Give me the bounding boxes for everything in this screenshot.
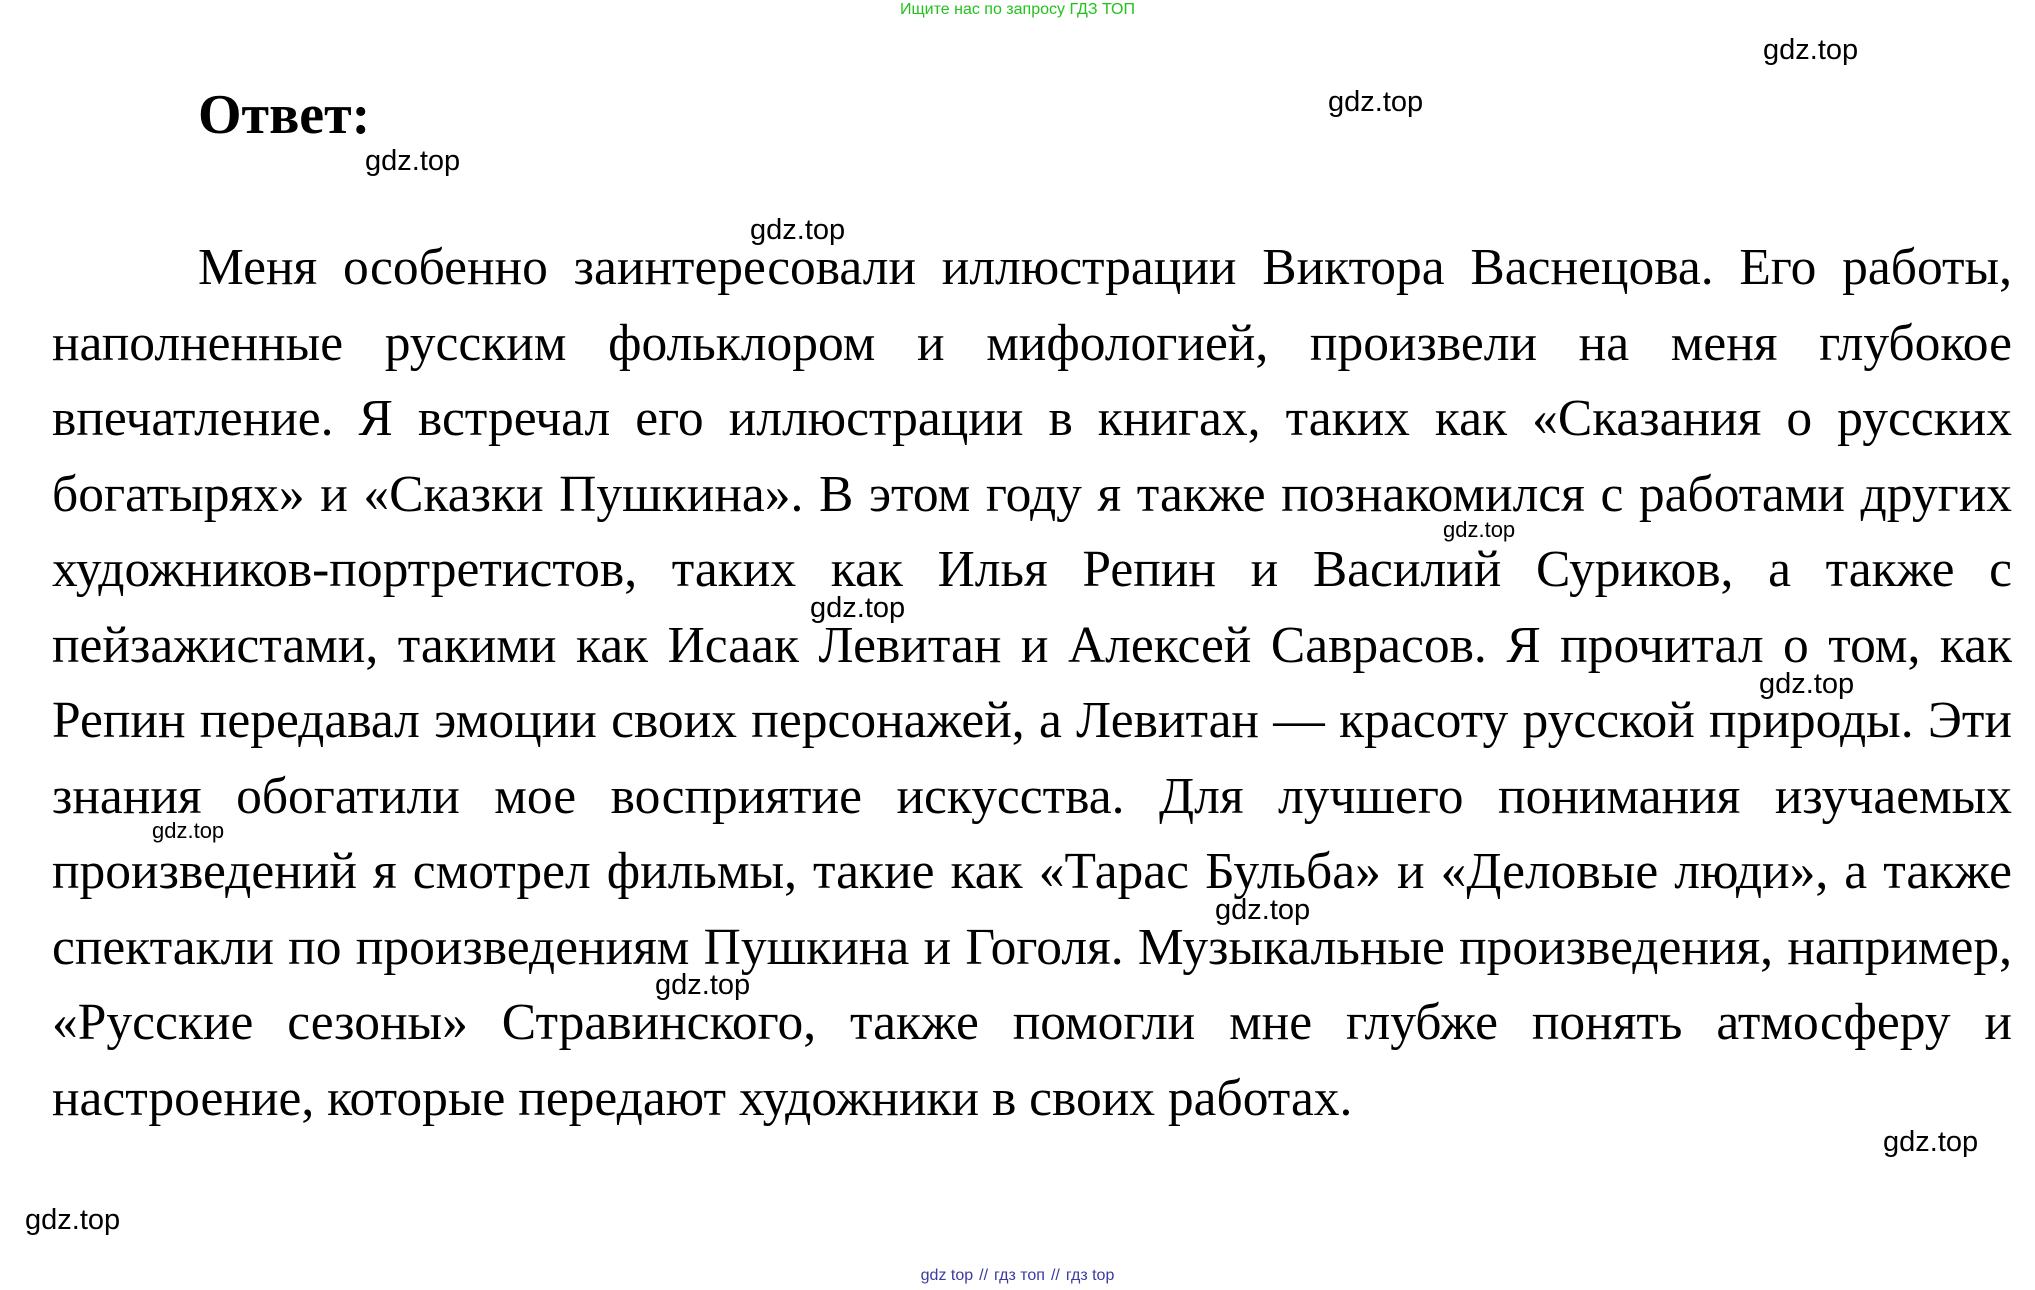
footer-links	[0, 1267, 2035, 1285]
watermark: gdz.top	[1215, 894, 1311, 926]
answer-text: Меня особенно заинтересовали иллюстрации Виктора Васнецова. Его работы, наполненные русским фольклором и мифологией, произвели на меня глубокое впечатление. Я встречал его иллюстрации в книгах, таких как «Сказания о русских богатырях» и «Сказки Пушкина». В этом году я также познакомился с работами других художников-портретистов, таких как Илья Репин и Василий Суриков, а также с пейзажистами, такими как Исаак Левитан и Алексей Саврасов. Я прочитал о том, как Репин передавал эмоции своих персонажей, а Левитан — красоту русской природы. Эти знания обогатили мое восприятие искусства. Для лучшего понимания изучаемых произведений я смотрел фильмы, такие как «Тарас Бульба» и «Деловые люди», а также спектакли по произведениям Пушкина и Гоголя. Музыкальные произведения, например, «Русские сезоны» Стравинского, также помогли мне глубже понять атмосферу и настроение, которые передают художники в своих работах.	[52, 239, 2012, 1127]
watermark: gdz.top	[810, 592, 906, 624]
watermark: gdz.top	[1328, 86, 1424, 118]
footer-item: гдз top	[1065, 1267, 1115, 1284]
footer-item: gdz top	[920, 1267, 974, 1284]
footer-separator: //	[1050, 1267, 1060, 1284]
footer-separator: //	[979, 1267, 989, 1284]
watermark: gdz.top	[152, 818, 225, 843]
top-banner: Ищите нас по запросу ГДЗ ТОП	[900, 1, 1135, 18]
watermark: gdz.top	[1759, 668, 1855, 700]
watermark: gdz.top	[1763, 34, 1859, 66]
answer-heading: Ответ:	[198, 84, 371, 146]
footer-item: гдз топ	[994, 1267, 1045, 1284]
watermark: gdz.top	[365, 145, 461, 177]
watermark: gdz.top	[25, 1204, 121, 1236]
watermark: gdz.top	[750, 214, 846, 246]
watermark: gdz.top	[1443, 517, 1516, 542]
watermark: gdz.top	[655, 969, 751, 1001]
watermark: gdz.top	[1883, 1126, 1979, 1158]
